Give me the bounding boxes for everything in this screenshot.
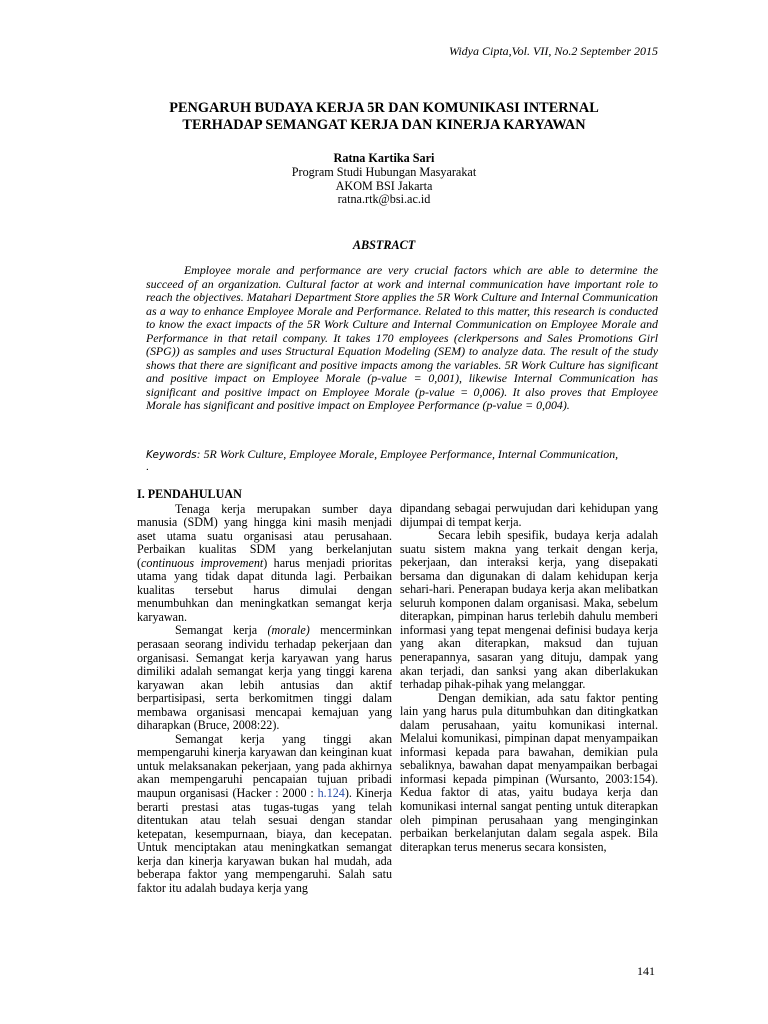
paper-title-line-1: PENGARUH BUDAYA KERJA 5R DAN KOMUNIKASI INTERNAL bbox=[169, 100, 599, 116]
reference-link[interactable]: h.124 bbox=[317, 786, 345, 801]
author-institution: AKOM BSI Jakarta bbox=[335, 178, 433, 193]
paper-title-line-2: TERHADAP SEMANGAT KERJA DAN KINERJA KARYAWAN bbox=[182, 117, 586, 133]
paragraph-2: Semangat kerja (morale) mencerminkan perasaan seorang individu terhadap pekerjaan dan organisasi. Semangat kerja karyawan yang harus dimiliki adalah semangat kerja yang tinggi karena karyawan akan lebih antusias dan aktif berpartisipasi, serta berkomitmen tinggi dalam membawa organisasi mencapai kemajuan yang diharapkan (Bruce, 2008:22). bbox=[137, 623, 392, 733]
section-heading: I. PENDAHULUAN bbox=[137, 487, 242, 501]
body-column-right bbox=[400, 502, 658, 854]
author-program: Program Studi Hubungan Masyarakat bbox=[291, 164, 477, 179]
journal-header: Widya Cipta,Vol. VII, No.2 September 2015 bbox=[449, 44, 658, 58]
page-number: 141 bbox=[637, 964, 655, 978]
paper-title bbox=[0, 100, 768, 134]
keywords-values: : 5R Work Culture, Employee Morale, Employee Performance, Internal Communication, bbox=[196, 447, 619, 461]
paragraph-4: dipandang sebagai perwujudan dari kehidupan yang dijumpai di tempat kerja. bbox=[400, 501, 658, 529]
keywords bbox=[146, 448, 666, 463]
abstract-heading: ABSTRACT bbox=[352, 238, 416, 252]
keywords-trail: . bbox=[146, 461, 149, 473]
author-block bbox=[0, 152, 768, 207]
body-column-left bbox=[137, 488, 392, 895]
abstract-body: Employee morale and performance are very crucial factors which are able to determine the succeed of an organization. Cultural factor at work and internal communication have important role to reach the objectives. Matahari Department Store applies the 5R Work Culture and Internal Communication as a way to enhance Employee Morale and Performance. Related to this matter, this research is conducted to know the exact impacts of the 5R Work Culture and Internal Communication on Employee Morale and Performance in that retail company. It takes 170 employees (clerkpersons and Sales Promotions Girl (SPG)) as samples and uses Structural Equation Modeling (SEM) to analyze data. The result of the study shows that there are significant and positive impacts among the variables. 5R Work Culture has significant and positive impact on Employee Morale (p-value = 0,001), likewise Internal Communication has significant and positive impact on Employee Morale (p-value = 0,006). It also proves that Employee Morale has significant and positive impact on Employee Performance (p-value = 0,004). bbox=[146, 263, 658, 412]
author-email: ratna.rtk@bsi.ac.id bbox=[337, 192, 431, 207]
author-name: Ratna Kartika Sari bbox=[333, 151, 435, 165]
paragraph-3: Semangat kerja yang tinggi akan mempengaruhi kinerja karyawan dan keinginan kuat untuk melaksanakan pekerjaan, yang pada akhirnya akan mempengaruhi pencapaian tujuan pribadi maupun organisasi (Hacker : 2000 : h.124). Kinerja berarti prestasi atas tugas-tugas yang telah ditentukan atau telah sesuai dengan standar ketepatan, kesempurnaan, biaya, dan kecepatan. Untuk menciptakan atau meningkatkan semangat kerja dan kinerja karyawan bukan hal mudah, ada beberapa faktor yang mempengaruhi. Salah satu faktor itu adalah budaya kerja yang bbox=[137, 731, 392, 895]
keywords-label: Keywords bbox=[146, 449, 197, 461]
paragraph-6: Dengan demikian, ada satu faktor penting lain yang harus pula ditumbuhkan dan ditingkatkan dalam perusahaan, yaitu komunikasi internal. Melalui komunikasi, pimpinan dapat menyampaikan informasi kepada para bawahan, demikian pula sebaliknya, bawahan dapat menyampaikan berbagai informasi kepada pimpinan (Wursanto, 2003:154). Kedua faktor di atas, yaitu budaya kerja dan komunikasi internal sangat penting untuk diterapkan oleh pimpinan perusahaan yang menginginkan perbaikan berkelanjutan dalam segala aspek. Bila diterapkan terus menerus secara konsisten, bbox=[400, 690, 658, 854]
paragraph-5: Secara lebih spesifik, budaya kerja adalah suatu sistem makna yang terkait dengan kerja, pekerjaan, dan interaksi kerja, yang disepakati bersama dan digunakan di dalam kehidupan kerja sehari-hari. Penerapan budaya kerja akan melibatkan seluruh komponen dalam organisasi. Maka, sebelum diterapkan, pimpinan harus terlebih dahulu memberi informasi yang tepat mengenai definisi budaya kerja yang akan diterapkan, maksud dan tujuan penerapannya, sasaran yang dituju, dampak yang akan terjadi, dan sanksi yang akan diberlakukan terhadap pihak-pihak yang melanggar. bbox=[400, 528, 658, 692]
paragraph-1: Tenaga kerja merupakan sumber daya manusia (SDM) yang hingga kini masih menjadi aset utama suatu organisasi atau perusahaan. Perbaikan kualitas SDM yang berkelanjutan (continuous improvement) harus menjadi prioritas utama yang tidak dapat ditunda lagi. Perbaikan kualitas tersebut harus dimulai dengan menumbuhkan dan meningkatkan semangat kerja karyawan. bbox=[137, 501, 392, 624]
